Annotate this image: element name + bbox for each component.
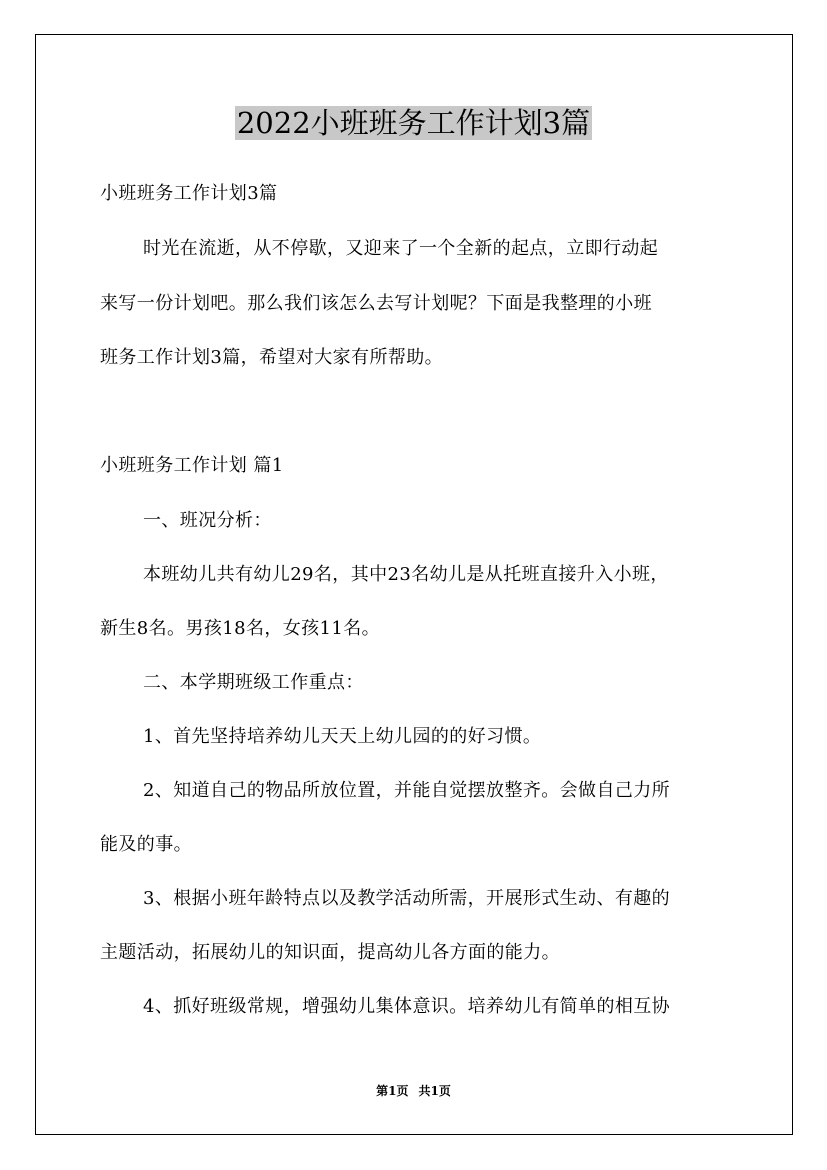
body-line-10: 4、抓好班级常规，增强幼儿集体意识。培养幼儿有简单的相互协 — [143, 996, 671, 1017]
body-line-9: 主题活动，拓展幼儿的知识面，提高幼儿各方面的能力。 — [100, 942, 560, 963]
intro-line-3: 班务工作计划3篇，希望对大家有所帮助。 — [100, 347, 444, 368]
body-line-6: 2、知道自己的物品所放位置，并能自觉摆放整齐。会做自己力所 — [143, 780, 671, 801]
body-line-1: 一、班况分析： — [143, 510, 272, 531]
intro-line-1: 时光在流逝，从不停歇，又迎来了一个全新的起点，立即行动起 — [143, 238, 659, 259]
body-line-7: 能及的事。 — [100, 834, 192, 855]
document-subtitle: 小班班务工作计划3篇 — [100, 183, 278, 204]
document-title — [0, 103, 827, 143]
page-total: 共1页 — [418, 1084, 451, 1098]
intro-line-2: 来写一份计划吧。那么我们该怎么去写计划呢？下面是我整理的小班 — [100, 293, 652, 314]
page-footer — [0, 1083, 827, 1099]
body-line-8: 3、根据小班年龄特点以及教学活动所需，开展形式生动、有趣的 — [143, 888, 671, 909]
body-line-5: 1、首先坚持培养幼儿天天上幼儿园的的好习惯。 — [143, 726, 542, 747]
page-number: 第1页 — [376, 1084, 409, 1098]
body-line-3: 新生8名。男孩18名，女孩11名。 — [100, 618, 381, 639]
body-line-2: 本班幼儿共有幼儿29名，其中23名幼儿是从托班直接升入小班， — [143, 564, 669, 585]
body-line-4: 二、本学期班级工作重点： — [143, 672, 364, 693]
section-heading: 小班班务工作计划 篇1 — [100, 455, 284, 476]
document-title-text: 2022小班班务工作计划3篇 — [236, 106, 591, 140]
